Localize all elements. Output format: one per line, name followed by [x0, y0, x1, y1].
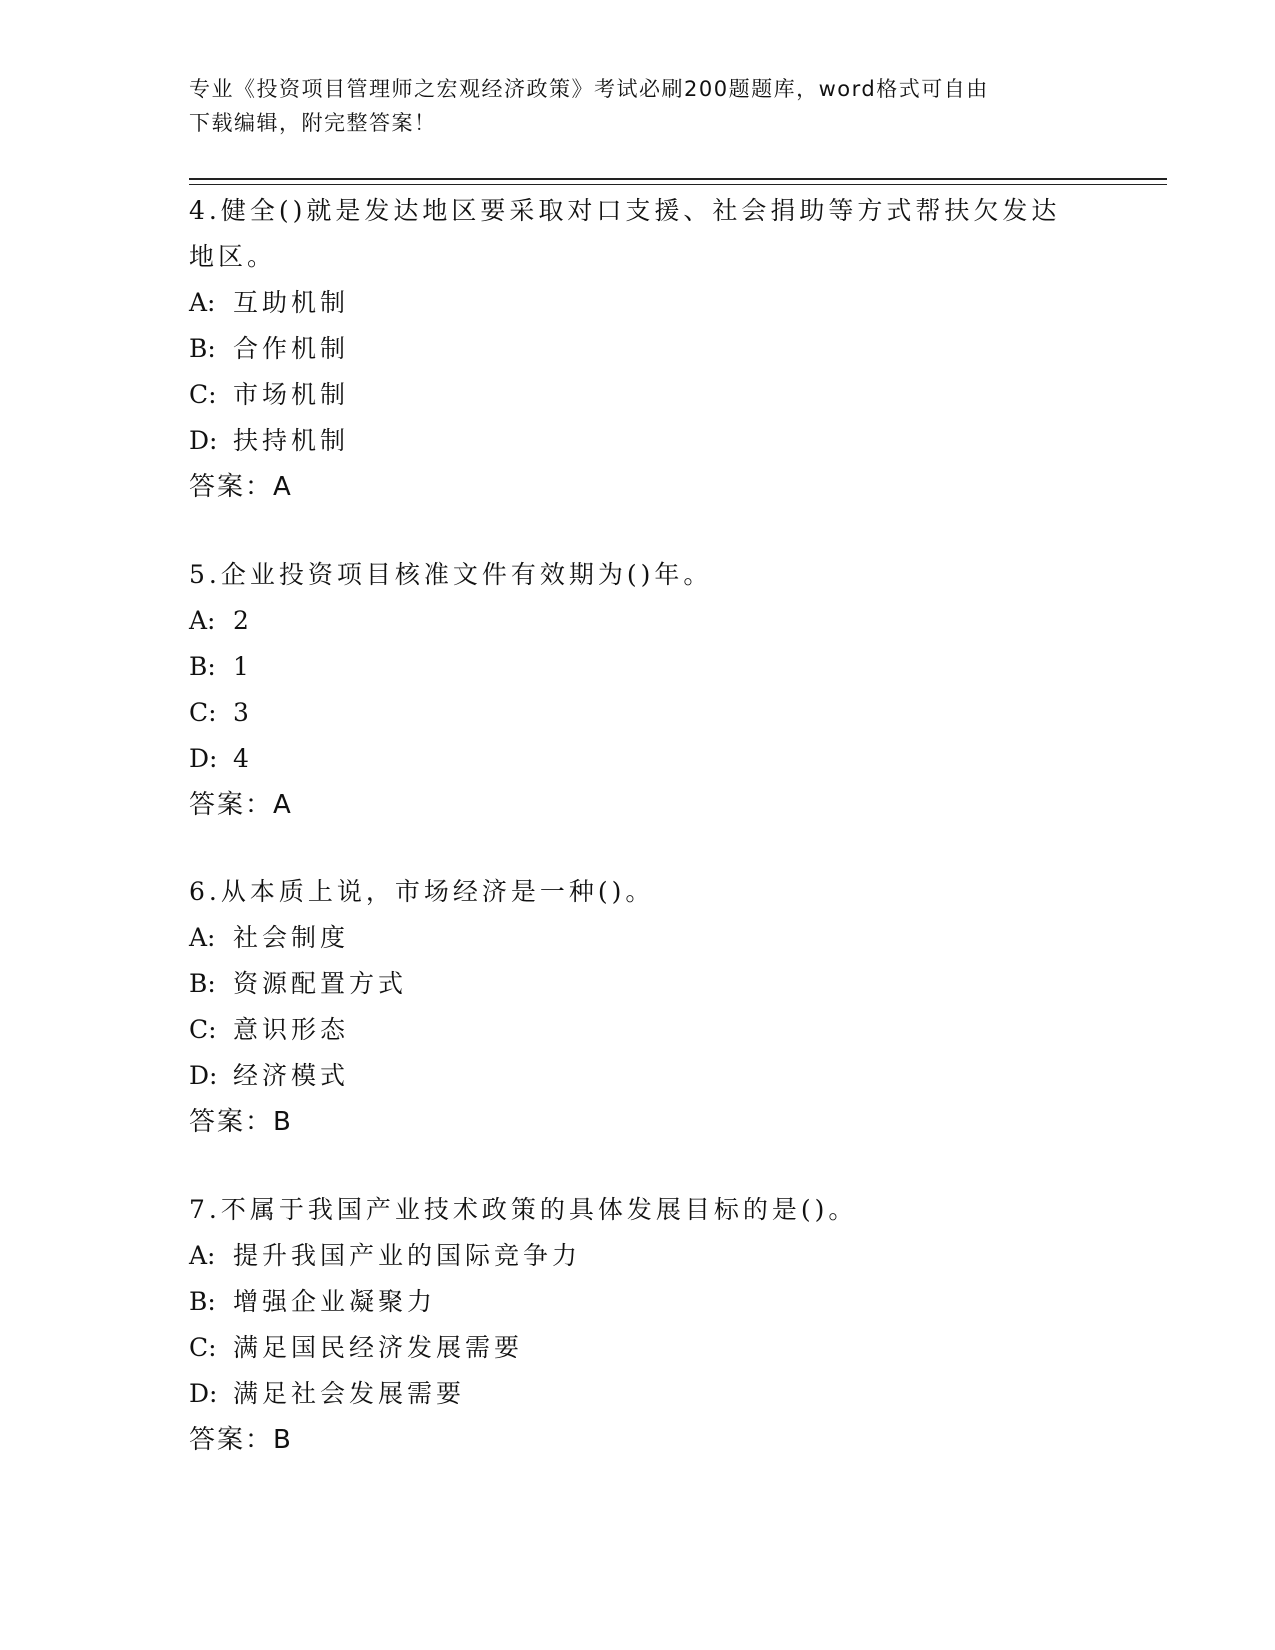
- question-text: 7.不属于我国产业技术政策的具体发展目标的是()。: [189, 1195, 858, 1224]
- option-text: 提升我国产业的国际竞争力: [233, 1241, 582, 1270]
- option-letter: B:: [189, 1287, 216, 1316]
- option-letter: D:: [189, 426, 218, 455]
- option-c: [189, 1325, 1109, 1371]
- option-letter: C:: [189, 380, 217, 409]
- answer-line: 答案：A: [189, 790, 293, 820]
- option-c: [189, 690, 1109, 736]
- option-letter: B:: [189, 334, 216, 363]
- option-text: 市场机制: [233, 380, 350, 409]
- question-text: 6.从本质上说，市场经济是一种()。: [189, 877, 655, 906]
- option-letter: A:: [189, 1241, 216, 1270]
- option-b: [189, 1279, 1109, 1325]
- question-text: 4.健全()就是发达地区要采取对口支援、社会捐助等方式帮扶欠发达: [189, 196, 1061, 225]
- header-line-1: 专业《投资项目管理师之宏观经济政策》考试必刷200题题库，word格式可自由: [189, 77, 989, 101]
- option-b: [189, 961, 1109, 1007]
- option-c: [189, 372, 1109, 418]
- answer-line: 答案：A: [189, 472, 293, 502]
- option-text: 意识形态: [233, 1015, 350, 1044]
- option-text: 增强企业凝聚力: [233, 1287, 437, 1316]
- question-text: 5.企业投资项目核准文件有效期为()年。: [189, 560, 713, 589]
- option-text: 互助机制: [233, 288, 350, 317]
- option-letter: B:: [189, 969, 216, 998]
- option-letter: B:: [189, 652, 216, 681]
- option-text: 经济模式: [233, 1061, 350, 1090]
- option-d: [189, 418, 1109, 464]
- option-letter: A:: [189, 606, 216, 635]
- option-d: [189, 1053, 1109, 1099]
- option-text: 资源配置方式: [233, 969, 408, 998]
- header-line-2: 下载编辑，附完整答案！: [189, 111, 437, 135]
- option-c: [189, 1007, 1109, 1053]
- option-b: [189, 326, 1109, 372]
- option-a: [189, 598, 1109, 644]
- option-a: [189, 280, 1109, 326]
- header-divider: [189, 178, 1167, 185]
- question-block: [189, 1187, 1109, 1463]
- option-a: [189, 915, 1109, 961]
- question-text-continued: 地区。: [189, 242, 277, 271]
- option-text: 3: [233, 698, 253, 727]
- document-header: [189, 72, 1089, 140]
- option-text: 社会制度: [233, 923, 350, 952]
- option-text: 满足国民经济发展需要: [233, 1333, 524, 1362]
- question-block: [189, 552, 1109, 828]
- option-letter: A:: [189, 923, 216, 952]
- answer-line: 答案：B: [189, 1425, 293, 1455]
- option-letter: D:: [189, 744, 218, 773]
- option-b: [189, 644, 1109, 690]
- option-text: 满足社会发展需要: [233, 1379, 466, 1408]
- option-text: 1: [233, 652, 253, 681]
- question-block: [189, 188, 1109, 510]
- option-text: 扶持机制: [233, 426, 350, 455]
- option-letter: D:: [189, 1379, 218, 1408]
- option-letter: C:: [189, 698, 217, 727]
- option-letter: C:: [189, 1015, 217, 1044]
- option-text: 合作机制: [233, 334, 350, 363]
- option-letter: C:: [189, 1333, 217, 1362]
- option-d: [189, 1371, 1109, 1417]
- option-a: [189, 1233, 1109, 1279]
- option-text: 4: [233, 744, 253, 773]
- option-d: [189, 736, 1109, 782]
- question-block: [189, 869, 1109, 1145]
- answer-line: 答案：B: [189, 1107, 293, 1137]
- option-text: 2: [233, 606, 253, 635]
- option-letter: A:: [189, 288, 216, 317]
- option-letter: D:: [189, 1061, 218, 1090]
